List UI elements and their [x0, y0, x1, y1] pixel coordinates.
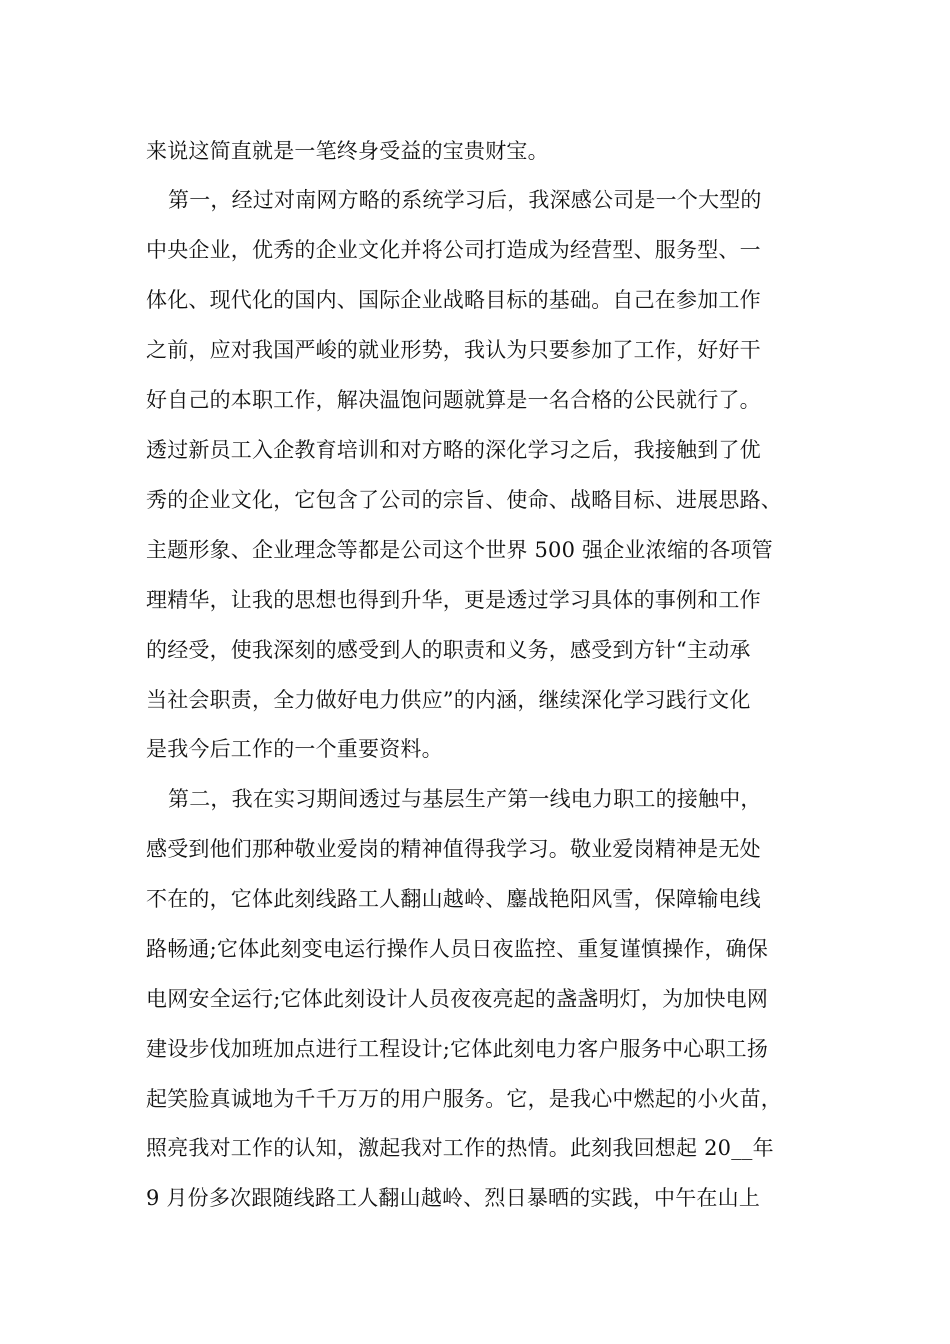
paragraph-1-line-12: 是我今后工作的一个重要资料。: [146, 737, 443, 761]
paragraph-1-line-8: 主题形象、企业理念等都是公司这个世界 500 强企业浓缩的各项管: [146, 538, 773, 562]
paragraph-1-line-9: 理精华，让我的思想也得到升华，更是透过学习具体的事例和工作: [146, 588, 761, 612]
paragraph-1-line-1: 第一，经过对南网方略的系统学习后，我深感公司是一个大型的: [168, 188, 762, 212]
paragraph-1-line-7: 秀的企业文化，它包含了公司的宗旨、使命、战略目标、进展思路、: [146, 488, 782, 512]
paragraph-1-line-5: 好自己的本职工作，解决温饱问题就算是一名合格的公民就行了。: [146, 388, 761, 412]
paragraph-2-line-5: 电网安全运行;它体此刻设计人员夜夜亮起的盏盏明灯，为加快电网: [146, 987, 769, 1011]
paragraph-2-line-9: 9 月份多次跟随线路工人翻山越岭、烈日暴晒的实践，中午在山上: [146, 1186, 761, 1210]
paragraph-2-line-3: 不在的，它体此刻线路工人翻山越岭、鏖战艳阳风雪，保障输电线: [146, 887, 761, 911]
paragraph-1-line-3: 体化、现代化的国内、国际企业战略目标的基础。自己在参加工作: [146, 288, 761, 312]
paragraph-1-line-11: 当社会职责，全力做好电力供应”的内涵，继续深化学习践行文化: [146, 688, 751, 712]
paragraph-1-line-4: 之前，应对我国严峻的就业形势，我认为只要参加了工作，好好干: [146, 338, 761, 362]
paragraph-2-line-6: 建设步伐加班加点进行工程设计;它体此刻电力客户服务中心职工扬: [146, 1037, 769, 1061]
paragraph-1-line-2: 中央企业，优秀的企业文化并将公司打造成为经营型、服务型、一: [146, 238, 761, 262]
paragraph-2-line-2: 感受到他们那种敬业爱岗的精神值得我学习。敬业爱岗精神是无处: [146, 837, 761, 861]
paragraph-1-line-10: 的经受，使我深刻的感受到人的职责和义务，感受到方针“主动承: [146, 638, 751, 662]
paragraph-2-line-4: 路畅通;它体此刻变电运行操作人员日夜监控、重复谨慎操作，确保: [146, 937, 769, 961]
text-line-1: 来说这简直就是一笔终身受益的宝贵财宝。: [146, 139, 549, 163]
paragraph-2-line-1: 第二，我在实习期间透过与基层生产第一线电力职工的接触中，: [168, 787, 762, 811]
paragraph-2-line-8: 照亮我对工作的认知，激起我对工作的热情。此刻我回想起 20__年: [146, 1136, 774, 1160]
paragraph-1-line-6: 透过新员工入企教育培训和对方略的深化学习之后，我接触到了优: [146, 438, 761, 462]
paragraph-2-line-7: 起笑脸真诚地为千千万万的用户服务。它，是我心中燃起的小火苗，: [146, 1087, 782, 1111]
